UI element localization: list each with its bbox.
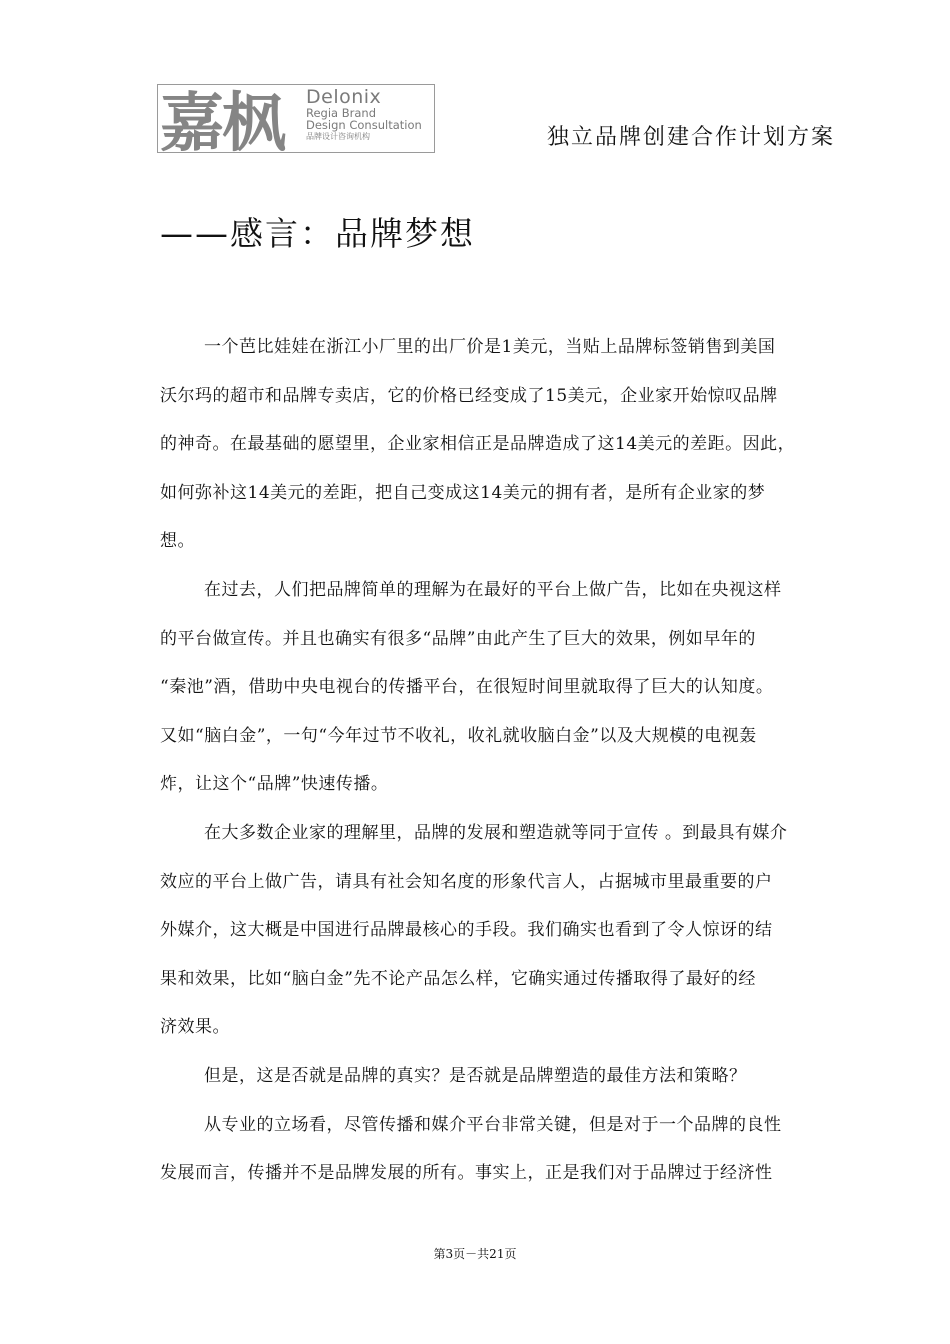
paragraph [160, 809, 830, 1052]
logo-subtitle-1: Regia Brand [306, 106, 376, 120]
paragraph-line: 一个芭比娃娃在浙江小厂里的出厂价是1美元，当贴上品牌标签销售到美国 [204, 337, 776, 357]
paragraph [160, 1101, 830, 1198]
paragraph-line: 又如“脑白金”，一句“今年过节不收礼，收礼就收脑白金”以及大规模的电视轰 [160, 725, 757, 746]
paragraph-line: 的平台做宣传。并且也确实有很多“品牌”由此产生了巨大的效果，例如早年的 [160, 628, 756, 649]
paragraph-line: 但是，这是否就是品牌的真实？是否就是品牌塑造的最佳方法和策略？ [204, 1065, 747, 1086]
logo-name: Delonix [306, 86, 382, 108]
paragraph-line: 发展而言，传播并不是品牌发展的所有。事实上，正是我们对于品牌过于经济性 [160, 1163, 773, 1184]
logo-wordmark [306, 87, 422, 142]
paragraph-line: 在过去，人们把品牌简单的理解为在最好的平台上做广告，比如在央视这样 [204, 579, 782, 600]
body-text [160, 323, 830, 1198]
logo-cn-tagline: 品牌设计咨询机构 [306, 132, 370, 141]
paragraph-line: 在大多数企业家的理解里，品牌的发展和塑造就等同于宣传 。到最具有媒介 [204, 822, 788, 843]
paragraph-line: 从专业的立场看，尽管传播和媒介平台非常关键，但是对于一个品牌的良性 [204, 1114, 782, 1135]
paragraph-line: 炸，让这个“品牌”快速传播。 [160, 774, 389, 795]
paragraph-line: “秦池”酒，借助中央电视台的传播平台，在很短时间里就取得了巨大的认知度。 [160, 677, 774, 698]
company-logo [157, 84, 435, 153]
logo-mark-text: 嘉枫 [160, 87, 284, 152]
document-title: 独立品牌创建合作计划方案 [546, 125, 835, 150]
paragraph [160, 566, 830, 809]
paragraph-line: 沃尔玛的超市和品牌专卖店，它的价格已经变成了15美元，企业家开始惊叹品牌 [160, 385, 778, 406]
paragraph-line: 果和效果，比如“脑白金”先不论产品怎么样，它确实通过传播取得了最好的经 [160, 968, 756, 989]
paragraph-line: 外媒介，这大概是中国进行品牌最核心的手段。我们确实也看到了令人惊讶的结 [160, 920, 773, 941]
section-heading: ——感言：品牌梦想 [160, 214, 475, 253]
paragraph-line: 如何弥补这14美元的差距，把自己变成这14美元的拥有者，是所有企业家的梦 [160, 482, 766, 503]
page-footer: 第3页－共21页 [433, 1247, 517, 1261]
logo-subtitle-2: Design Consultation [306, 118, 422, 132]
paragraph-line: 的神奇。在最基础的愿望里，企业家相信正是品牌造成了这14美元的差距。因此， [160, 434, 796, 455]
paragraph-line: 想。 [160, 531, 195, 552]
paragraph-line: 效应的平台上做广告，请具有社会知名度的形象代言人，占据城市里最重要的户 [160, 871, 773, 892]
paragraph [160, 1052, 830, 1101]
paragraph-line: 济效果。 [160, 1017, 230, 1038]
logo-mark [158, 85, 298, 152]
paragraph [160, 323, 830, 566]
